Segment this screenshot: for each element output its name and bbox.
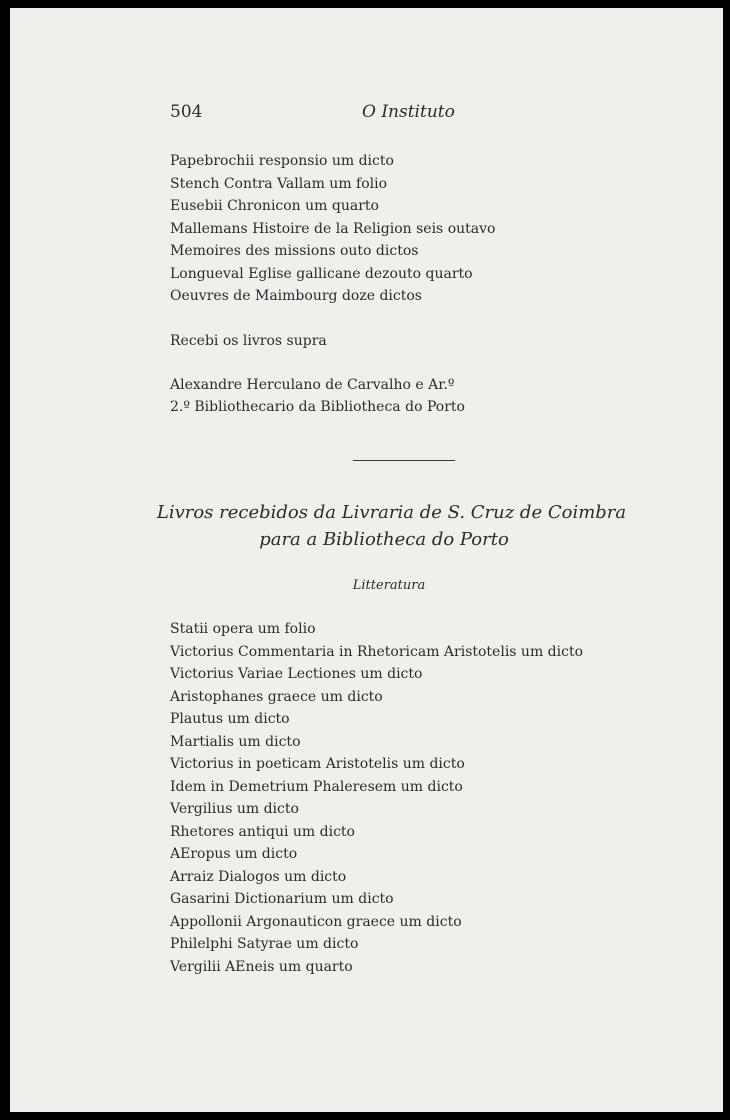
section-title-line1: Livros recebidos da Livraria de S. Cruz de Coimbra <box>156 502 627 523</box>
running-title: O Instituto <box>362 102 455 122</box>
page-header <box>10 102 723 132</box>
page-number: 504 <box>170 102 203 122</box>
list-item: Gasarini Dictionarium um dicto <box>170 891 394 907</box>
list-item: Oeuvres de Maimbourg doze dictos <box>170 288 422 304</box>
list-item: Vergilii AEneis um quarto <box>170 958 353 975</box>
list-item: Victorius Variae Lectiones um dicto <box>170 666 423 682</box>
list-item: Statii opera um folio <box>170 621 316 637</box>
first-book-list <box>170 150 495 308</box>
second-book-list <box>170 618 583 978</box>
receipt-note: Recebi os livros supra <box>170 333 327 349</box>
signature-role: 2.º Bibliothecario da Bibliotheca do Porto <box>170 399 465 415</box>
list-item: Eusebii Chronicon um quarto <box>170 198 379 214</box>
signature-name: Alexandre Herculano de Carvalho e Ar.º <box>170 377 455 393</box>
list-item: Victorius in poeticam Aristotelis um dicto <box>170 756 465 772</box>
section-divider <box>353 460 455 461</box>
list-item: Stench Contra Vallam um folio <box>170 175 388 192</box>
list-item: Papebrochii responsio um dicto <box>170 153 394 169</box>
list-item: Philelphi Satyrae um dicto <box>170 936 359 952</box>
book-page <box>10 8 723 1112</box>
list-item: Aristophanes graece um dicto <box>170 688 383 705</box>
list-item: Plautus um dicto <box>170 711 290 727</box>
list-item: Vergilius um dicto <box>170 801 299 817</box>
list-item: Longueval Eglise gallicane dezouto quarto <box>170 265 473 282</box>
section-title-line2: para a Bibliotheca do Porto <box>259 529 509 550</box>
list-item: Appollonii Argonauticon graece um dicto <box>170 913 462 930</box>
section-subtitle: Litteratura <box>352 578 426 593</box>
list-item: Memoires des missions outo dictos <box>170 243 419 259</box>
list-item: Martialis um dicto <box>170 733 301 750</box>
list-item: AEropus um dicto <box>170 846 298 862</box>
list-item: Arraiz Dialogos um dicto <box>170 868 347 885</box>
list-item: Rhetores antiqui um dicto <box>170 823 355 840</box>
list-item: Mallemans Histoire de la Religion seis outavo <box>170 220 496 237</box>
list-item: Victorius Commentaria in Rhetoricam Aristotelis um dicto <box>170 643 584 660</box>
list-item: Idem in Demetrium Phaleresem um dicto <box>170 778 463 795</box>
